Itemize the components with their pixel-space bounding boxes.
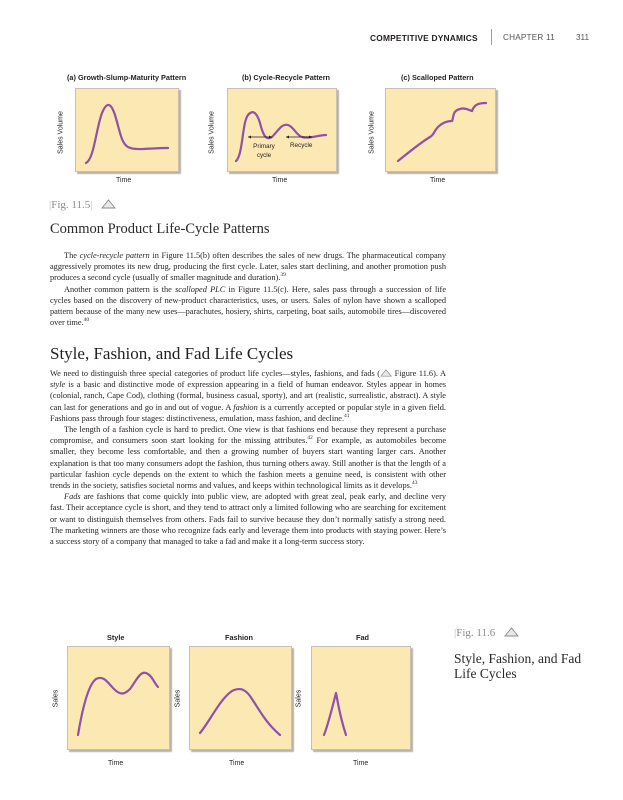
curve-fashion <box>200 689 280 735</box>
paragraph-fads: Fads are fashions that come quickly into public view, are adopted with great zeal, peak early, and decline very fast. Their acceptance cycle is short, and they tend to attract only a limited following who are searching for excitement or want to distinguish themselves from others. Fads fail to survive because they don’t normally satisfy a strong need. The marketing winners are those who recognize fads early and leverage them into products with staying power. Here’s a success story of a company that managed to take a fad and make it a long-term success story. <box>50 492 446 547</box>
page-number: 311 <box>576 33 590 42</box>
figure-tag-11-6: |Fig. 11.6 <box>454 627 519 639</box>
arrow-primary-head-left <box>248 136 251 139</box>
ylabel-style: Sales <box>52 689 60 708</box>
chart-svg-c <box>386 89 495 171</box>
paragraph-cycle-recycle: The cycle-recycle pattern in Figure 11.5(b) often describes the sales of new drugs. The pharmaceutical company aggressively promotes its new drug, producing the first cycle. Later, sales start declining, and another promotion push produces a second cycle (usually of smaller magnitude and duration).$^{39}$ <box>50 251 446 283</box>
curve-scalloped <box>398 103 486 161</box>
chart-title-a: (a) Growth-Slump-Maturity Pattern <box>67 73 187 82</box>
header-divider <box>491 29 492 45</box>
xlabel-a: Time <box>116 177 132 184</box>
section-heading: Style, Fashion, and Fad Life Cycles <box>50 344 294 363</box>
chart-svg-style <box>68 647 169 749</box>
chart-title-fashion: Fashion <box>225 633 253 642</box>
xlabel-c: Time <box>430 177 446 184</box>
ylabel-fad: Sales <box>295 689 303 708</box>
curve-fad <box>324 693 346 735</box>
body-text-block-2 <box>50 368 446 547</box>
body-text-block-1 <box>50 250 446 328</box>
curve-style <box>78 673 158 735</box>
xlabel-fad: Time <box>353 760 369 767</box>
figure-triangle-icon <box>101 199 116 209</box>
xlabel-style: Time <box>108 760 124 767</box>
chart-svg-fashion <box>190 647 291 749</box>
curve-growth-slump-maturity <box>86 105 168 163</box>
chart-title-c: (c) Scalloped Pattern <box>401 73 474 82</box>
chart-title-style: Style <box>107 633 125 642</box>
chart-title-b: (b) Cycle-Recycle Pattern <box>242 73 331 82</box>
chart-panel-fad <box>311 646 411 750</box>
chart-panel-c <box>385 88 496 172</box>
figure-tag-11-5: |Fig. 11.5| <box>49 199 116 211</box>
figure-triangle-icon-2 <box>504 627 519 637</box>
ylabel-fashion: Sales <box>174 689 182 708</box>
paragraph-styles: We need to distinguish three special categories of product life cycles—styles, fashions, and fads ( Figure 11.6). A style is a basic and distinctive mode of expression appearing in a field of human endeavor. Styles appear in homes (colonial, ranch, Cape Cod), clothing (formal, business casual, sporty), and art (realistic, surrealistic, abstract). A style can last for generations and go in and out of vogue. A fashion is a currently accepted or popular style in a given field. Fashions pass through four stages: distinctiveness, emulation, mass fashion, and decline.$^{41}$ <box>50 369 447 423</box>
running-header <box>0 33 623 47</box>
chapter-label: CHAPTER 11 <box>503 33 555 42</box>
arrow-recycle-head-left <box>286 136 289 139</box>
annotation-primary-cycle: Primary cycle <box>253 143 275 159</box>
section-title: COMPETITIVE DYNAMICS <box>370 33 478 43</box>
chart-title-fad: Fad <box>356 633 369 642</box>
figure-triangle-inline-icon <box>380 369 392 377</box>
chart-panel-style <box>67 646 170 750</box>
chart-svg-b <box>228 89 336 171</box>
ylabel-b: Sales Volume <box>208 111 216 154</box>
annotation-recycle: Recycle <box>290 142 313 149</box>
chart-panel-fashion <box>189 646 292 750</box>
chart-panel-a <box>75 88 179 172</box>
figure-number-11-5: Fig. 11.5 <box>51 199 91 211</box>
figure-caption-11-6: Style, Fashion, and Fad Life Cycles <box>454 651 582 681</box>
figure-number-11-6: Fig. 11.6 <box>456 627 496 639</box>
xlabel-b: Time <box>272 177 288 184</box>
figure-caption-11-5: Common Product Life-Cycle Patterns <box>50 221 270 237</box>
chart-svg-fad <box>312 647 410 749</box>
paragraph-fashion-cycle: The length of a fashion cycle is hard to predict. One view is that fashions end because they represent a purchase compromise, and consumers soon start looking for the missing attributes.$^{42}$ For example, as automobiles become smaller, they become less comfortable, and then a growing number of buyers start wanting larger cars. Another explanation is that too many consumers adopt the fashion, thus turning others away. Still another is that the length of a particular fashion cycle depends on the extent to which the fashion meets a genuine need, is consistent with other trends in the society, satisfies societal norms and values, and keeps within technological limits as it develops.$^{43}$ <box>50 425 447 491</box>
xlabel-fashion: Time <box>229 760 245 767</box>
chart-svg-a <box>76 89 178 171</box>
chart-panel-b <box>227 88 337 172</box>
paragraph-scalloped: Another common pattern is the scalloped PLC in Figure 11.5(c). Here, sales pass through a succession of life cycles based on the discovery of new-product characteristics, uses, or users. Sales of nylon have shown a scalloped pattern because of the many new uses—parachutes, hosiery, shirts, carpeting, boat sails, automobile tires—discovered over time.$^{40}$ <box>50 284 446 328</box>
ylabel-c: Sales Volume <box>368 111 376 154</box>
ylabel-a: Sales Volume <box>57 111 65 154</box>
